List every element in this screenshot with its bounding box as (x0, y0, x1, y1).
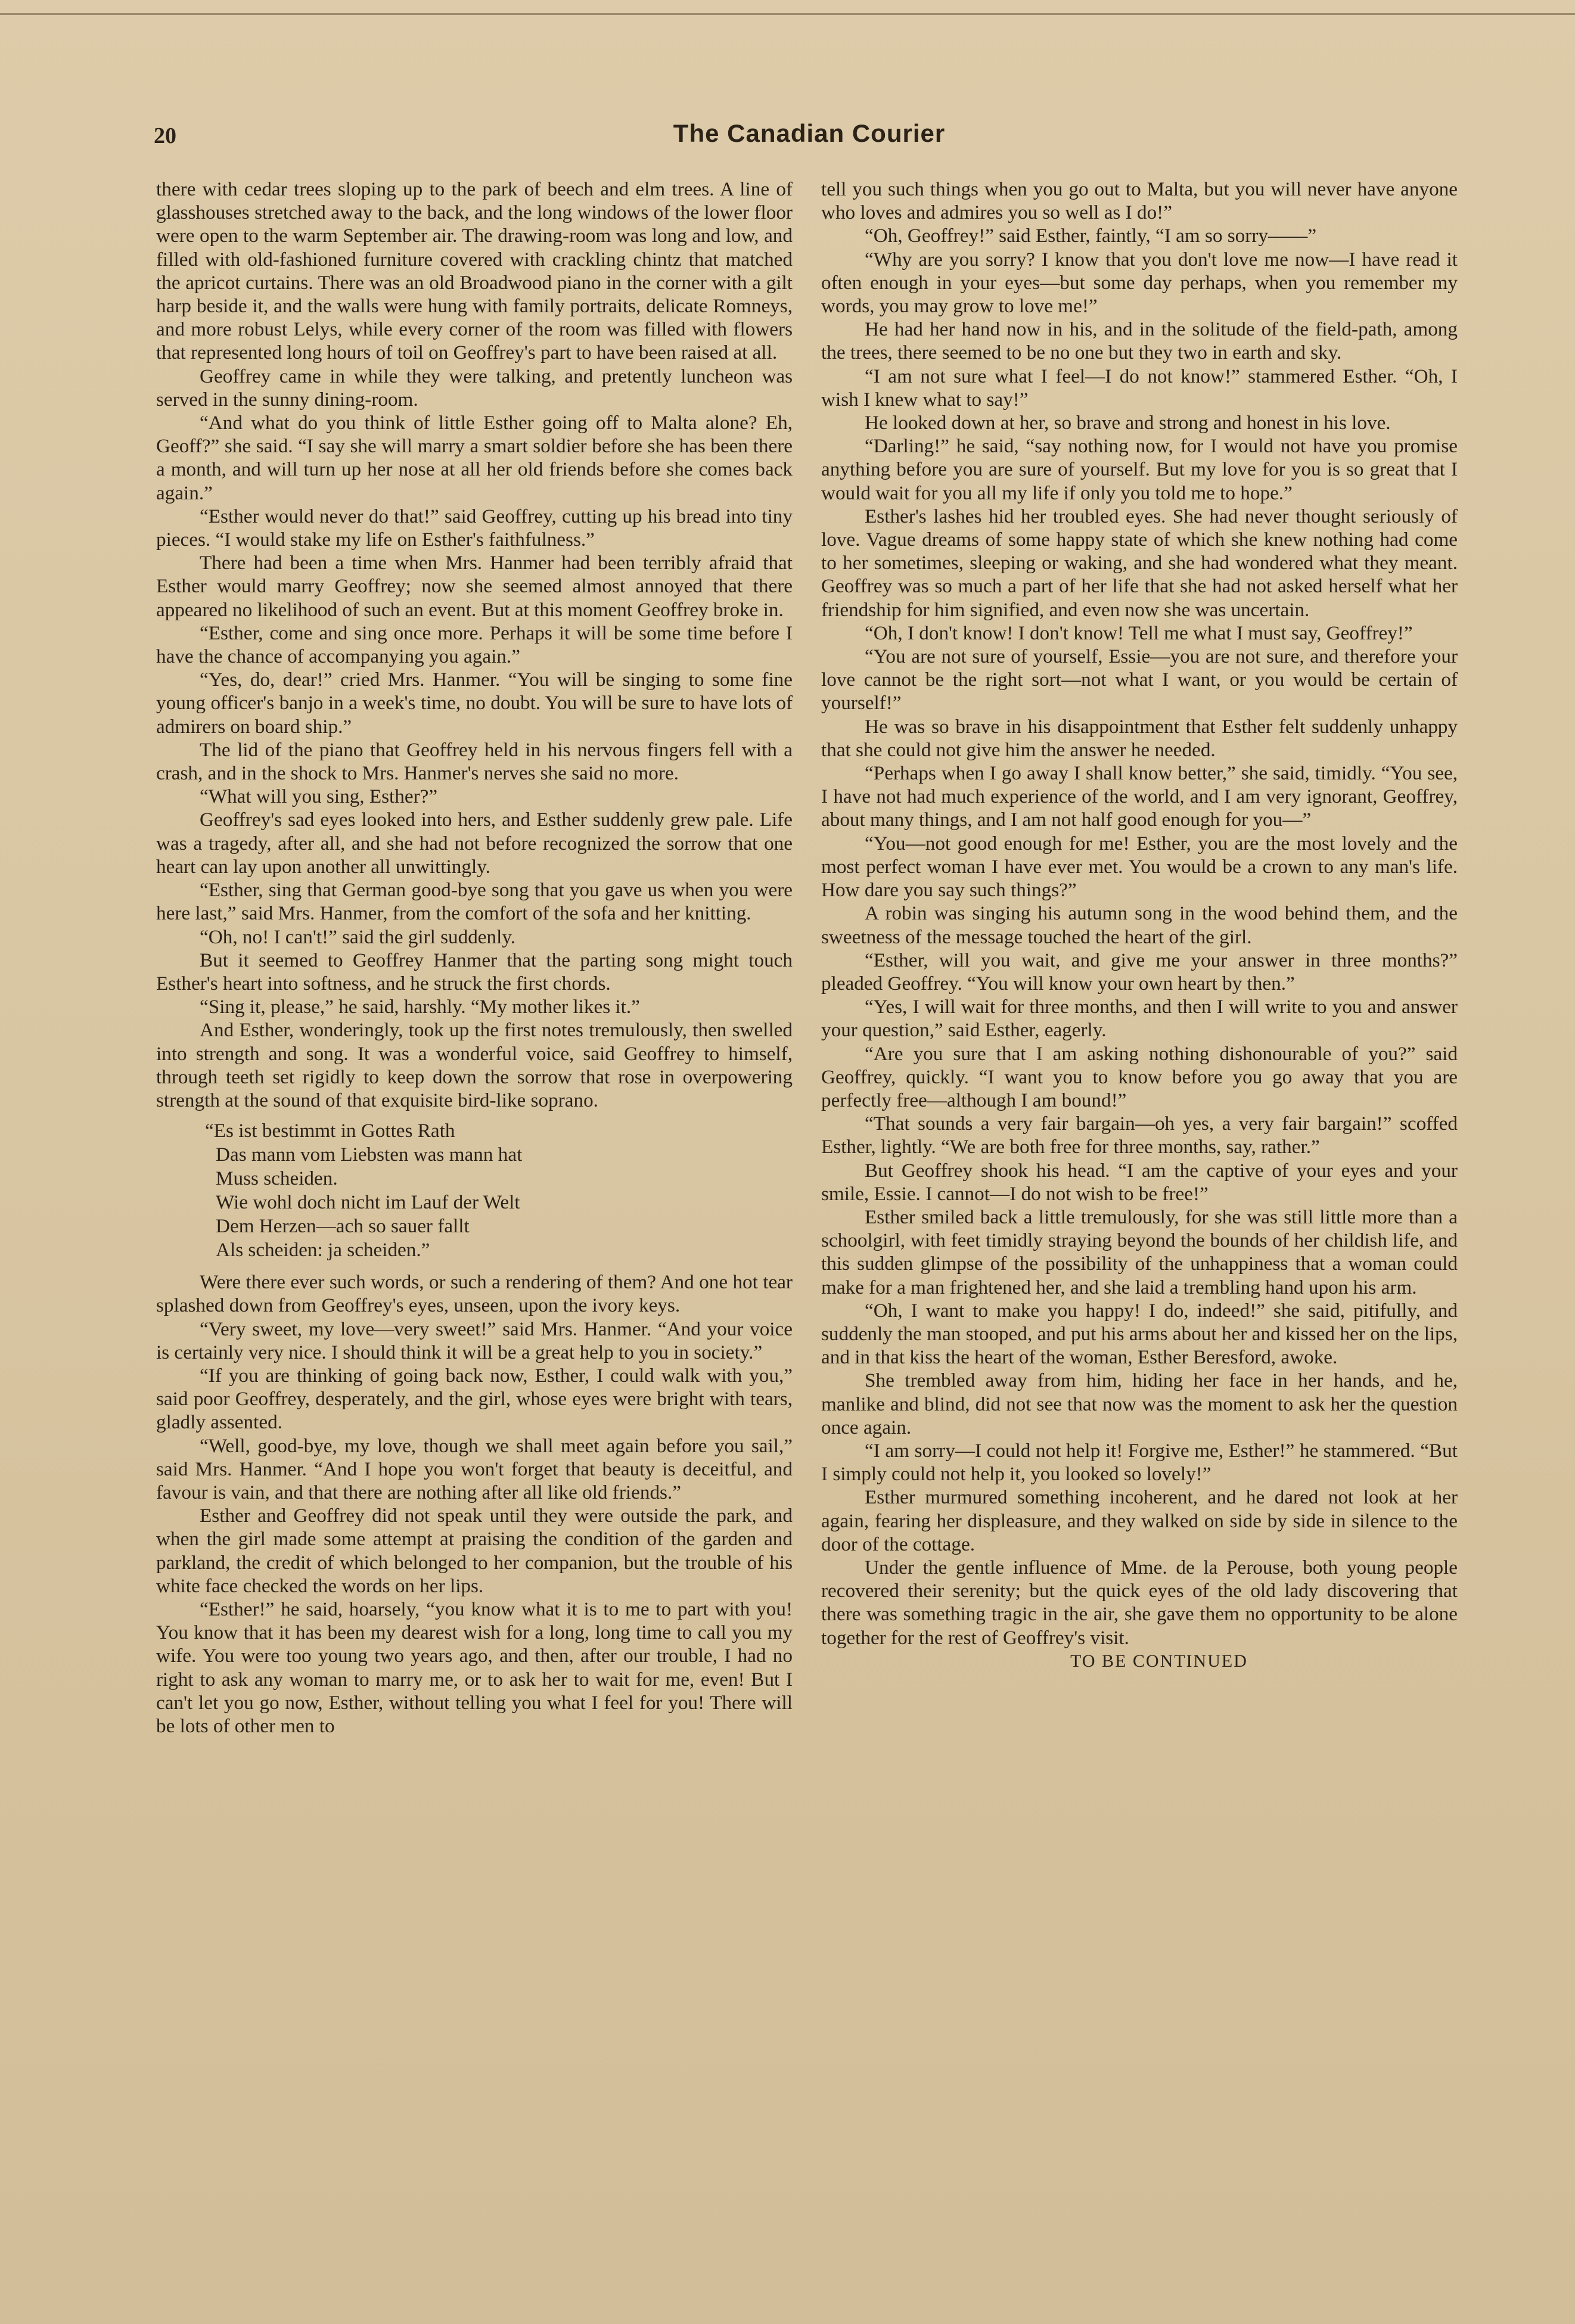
paragraph: Geoffrey's sad eyes looked into hers, and Esther suddenly grew pale. Life was a tragedy, after all, and she had not before recognized the sorrow that one heart can lay upon another all unwittingly. (156, 809, 793, 878)
journal-title: The Canadian Courier (673, 119, 946, 147)
paragraph: He was so brave in his disappointment that Esther felt suddenly unhappy that she could not give him the answer he needed. (821, 715, 1458, 761)
paragraph: “Oh, I don't know! I don't know! Tell me what I must say, Geoffrey!” (865, 622, 1413, 644)
paragraph: “Oh, no! I can't!” said the girl suddenly. (200, 925, 516, 948)
top-edge-rule (0, 13, 1575, 15)
paragraph: “Darling!” he said, “say nothing now, for I would not have you promise anything before you are sure of yourself. But my love for you is so great that I would wait for you all my life if only you told me to hope.” (821, 435, 1458, 504)
paragraph: “I am not sure what I feel—I do not know!” stammered Esther. “Oh, I wish I knew what to say!” (821, 365, 1458, 411)
right-column (821, 178, 1458, 1673)
paragraph: “Yes, do, dear!” cried Mrs. Hanmer. “You will be singing to some fine young officer's banjo in a week's time, no doubt. You will be sure to have lots of admirers on board ship.” (156, 669, 793, 738)
paragraph: there with cedar trees sloping up to the park of beech and elm trees. A line of glasshouses stretched away to the back, and the long windows of the lower floor were open to the warm September air. The drawing-room was long and low, and filled with old-fashioned furniture covered with crackling chintz that matched the apricot curtains. There was an old Broadwood piano in the corner with a gilt harp beside it, and the walls were hung with family portraits, delicate Romneys, and more robust Lelys, while every corner of the room was filled with flowers that represented long hours of toil on Geoffrey's part to have been raised at all. (156, 178, 793, 364)
verse-line: Als scheiden: ja scheiden.” (216, 1239, 430, 1262)
paragraph: “I am sorry—I could not help it! Forgive me, Esther!” he stammered. “But I simply could not help it, you looked so lovely!” (821, 1439, 1458, 1486)
verse-line: Dem Herzen—ach so sauer fallt (216, 1215, 470, 1238)
paragraph: Esther smiled back a little tremulously, for she was still little more than a schoolgirl, with feet timidly straying beyond the bounds of her childish life, and this sudden glimpse of the possibility of the unhappiness that a woman could make for a man frightened her, and she laid a trembling hand upon his arm. (821, 1206, 1458, 1298)
paragraph: And Esther, wonderingly, took up the first notes tremulously, then swelled into strength and song. It was a wonderful voice, said Geoffrey to himself, through teeth set rigidly to keep down the sorrow that rose in overpowering strength at the sound of that exquisite bird-like soprano. (156, 1019, 793, 1111)
paragraph: “What will you sing, Esther?” (200, 785, 438, 808)
paragraph: He looked down at her, so brave and strong and honest in his love. (865, 412, 1391, 434)
paragraph: “And what do you think of little Esther going off to Malta alone? Eh, Geoff?” she said. “I say she will marry a smart soldier before she has been there a month, and will turn up her nose at all her old friends before she comes back again.” (156, 412, 793, 504)
paragraph: “That sounds a very fair bargain—oh yes, a very fair bargain!” scoffed Esther, lightly. “We are both free for three months, say, rather.” (821, 1113, 1458, 1158)
paragraph: “Esther, come and sing once more. Perhaps it will be some time before I have the chance of accompanying you again.” (156, 622, 793, 668)
paragraph: “Esther, will you wait, and give me your answer in three months?” pleaded Geoffrey. “You will know your own heart by then.” (821, 949, 1458, 995)
paragraph: Esther's lashes hid her troubled eyes. She had never thought seriously of love. Vague dreams of some happy state of which she knew nothing had come to her sometimes, sleeping or waking, and she had wondered what they meant. Geoffrey was so much a part of her life that she had not asked herself what her friendship for him signified, and even now she was uncertain. (821, 505, 1458, 621)
paragraph: “Oh, I want to make you happy! I do, indeed!” she said, pitifully, and suddenly the man stooped, and put his arms about her and kissed her on the lips, and in that kiss the heart of the woman, Esther Beresford, awoke. (821, 1299, 1458, 1369)
paragraph: There had been a time when Mrs. Hanmer had been terribly afraid that Esther would marry Geoffrey; now she seemed almost annoyed that there appeared no likelihood of such an event. But at this moment Geoffrey broke in. (156, 552, 793, 621)
paragraph: “If you are thinking of going back now, Esther, I could walk with you,” said poor Geoffrey, desperately, and the girl, whose eyes were bright with tears, gladly assented. (156, 1364, 793, 1434)
paragraph: “You are not sure of yourself, Essie—you are not sure, and therefore your love cannot be the right sort—not what I want, or you would be certain of yourself!” (821, 645, 1458, 714)
verse-line: Muss scheiden. (216, 1167, 338, 1190)
paragraph: But Geoffrey shook his head. “I am the captive of your eyes and your smile, Essie. I cannot—I do not wish to be free!” (821, 1159, 1458, 1205)
to-be-continued: TO BE CONTINUED (1070, 1651, 1248, 1671)
paragraph: “Well, good-bye, my love, though we shall meet again before you sail,” said Mrs. Hanmer. “And I hope you won't forget that beauty is deceitful, and favour is vain, and that there are nothing after all like old friends.” (156, 1434, 793, 1503)
paragraph: But it seemed to Geoffrey Hanmer that the parting song might touch Esther's heart into softness, and he struck the first chords. (156, 949, 793, 995)
verse-line: Das mann vom Liebsten was mann hat (216, 1144, 523, 1166)
paragraph: “Perhaps when I go away I shall know better,” she said, timidly. “You see, I have not had much experience of the world, and I am very ignorant, Geoffrey, about many things, and I am not half good enough for you—” (821, 762, 1458, 831)
verse-line: Wie wohl doch nicht im Lauf der Welt (216, 1191, 520, 1214)
paragraph: A robin was singing his autumn song in the wood behind them, and the sweetness of the message touched the heart of the girl. (821, 902, 1458, 948)
paragraph: Geoffrey came in while they were talking, and pretently luncheon was served in the sunny dining-room. (156, 365, 793, 411)
paragraph: “You—not good enough for me! Esther, you are the most lovely and the most perfect woman I have ever met. You would be a crown to any man's life. How dare you say such things?” (821, 832, 1458, 902)
paragraph: “Are you sure that I am asking nothing dishonourable of you?” said Geoffrey, quickly. “I want you to know before you go away that you are perfectly free—although I am bound!” (821, 1042, 1458, 1111)
verse-line: “Es ist bestimmt in Gottes Rath (205, 1120, 455, 1142)
paragraph: “Esther would never do that!” said Geoffrey, cutting up his bread into tiny pieces. “I would stake my life on Esther's faithfulness.” (156, 505, 793, 551)
paragraph: The lid of the piano that Geoffrey held in his nervous fingers fell with a crash, and in the shock to Mrs. Hanmer's nerves she said no more. (156, 738, 793, 785)
left-column (156, 178, 793, 1738)
page-number: 20 (154, 123, 176, 148)
paragraph: “Oh, Geoffrey!” said Esther, faintly, “I am so sorry——” (865, 225, 1317, 247)
paragraph: “Why are you sorry? I know that you don't love me now—I have read it often enough in your eyes—but some day perhaps, when you remember my words, you may grow to love me!” (821, 248, 1458, 318)
song-verse (156, 1119, 793, 1262)
paragraph: “Very sweet, my love—very sweet!” said Mrs. Hanmer. “And your voice is certainly very nice. I should think it will be a great help to you in society.” (156, 1318, 793, 1363)
paragraph: “Esther, sing that German good-bye song that you gave us when you were here last,” said Mrs. Hanmer, from the comfort of the sofa and her knitting. (156, 879, 793, 925)
paragraph: “Sing it, please,” he said, harshly. “My mother likes it.” (200, 996, 640, 1018)
paragraph: tell you such things when you go out to Malta, but you will never have anyone who loves and admires you so well as I do!” (821, 178, 1458, 224)
paragraph: “Esther!” he said, hoarsely, “you know what it is to me to part with you! You know that it has been my dearest wish for a long, long time to call you my wife. You were too young two years ago, and then, after our trouble, I had no right to ask any woman to marry me, or to ask her to wait for me, even! But I can't let you go now, Esther, without telling you what I feel for you! There will be lots of other men to (156, 1598, 793, 1737)
paragraph: Esther murmured something incoherent, and he dared not look at her again, fearing her displeasure, and they walked on side by side in silence to the door of the cottage. (821, 1486, 1458, 1555)
paragraph: Were there ever such words, or such a rendering of them? And one hot tear splashed down from Geoffrey's eyes, unseen, upon the ivory keys. (156, 1271, 793, 1317)
paragraph: Esther and Geoffrey did not speak until they were outside the park, and when the girl made some attempt at praising the condition of the garden and parkland, the credit of which belonged to her companion, but the trouble of his white face checked the words on her lips. (156, 1505, 793, 1597)
page-header (154, 119, 1465, 155)
paragraph: Under the gentle influence of Mme. de la Perouse, both young people recovered their serenity; but the quick eyes of the old lady discovering that there was something tragic in the air, she gave them no opportunity to be alone together for the rest of Geoffrey's visit. (821, 1556, 1458, 1649)
paragraph: She trembled away from him, hiding her face in her hands, and he, manlike and blind, did not see that now was the moment to ask her the question once again. (821, 1369, 1458, 1438)
paragraph: He had her hand now in his, and in the solitude of the field-path, among the trees, there seemed to be no one but they two in earth and sky. (821, 318, 1458, 364)
paragraph: “Yes, I will wait for three months, and then I will write to you and answer your question,” said Esther, eagerly. (821, 996, 1458, 1042)
